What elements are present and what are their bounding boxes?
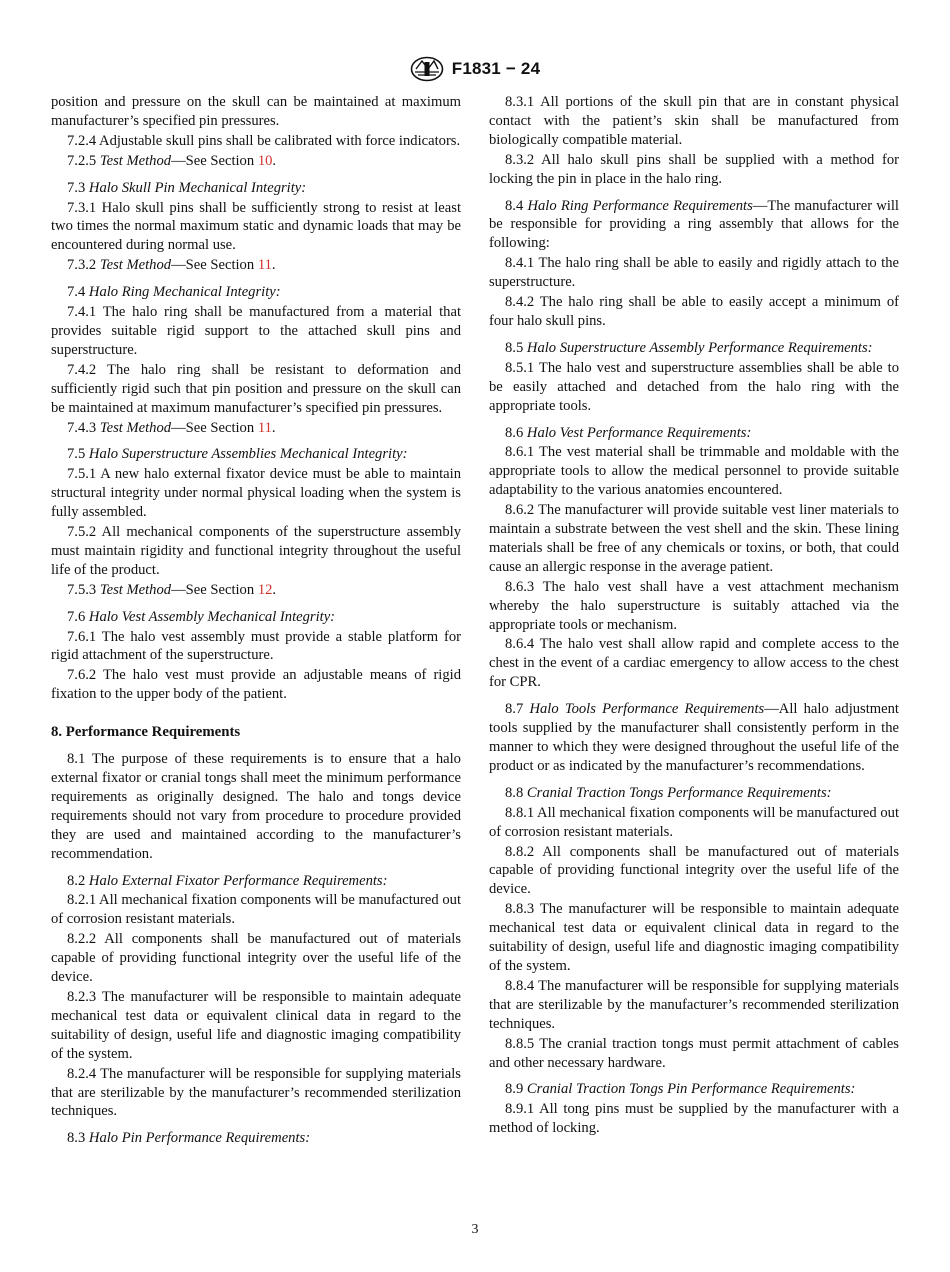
subsection-heading	[489, 784, 899, 803]
clause-text: All components shall be manufactured out of materials capable of providing functional integrity over the useful life of the device.	[489, 843, 899, 898]
clause-title: Cranial Traction Tongs Performance Requirements:	[526, 784, 832, 801]
clause-text: The halo ring shall be manufactured from a material that provides suitable rigid support to the attached skull pins and superstructure.	[51, 304, 461, 358]
clause-paragraph	[51, 628, 461, 666]
clause-number: 7.2.5	[67, 152, 97, 169]
clause-text: All portions of the skull pin that are in constant physical contact with the patient’s skin shall be manufactured from biologically compatible material.	[489, 94, 899, 148]
subsection-heading	[489, 339, 899, 358]
punctuation: .	[272, 152, 277, 169]
clause-text: The halo vest shall allow rapid and complete access to the chest in the event of a cardiac emergency to allow access to the chest for CPR.	[489, 636, 899, 691]
clause-text: All tong pins must be supplied by the manufacturer with a method of locking.	[489, 1101, 899, 1137]
clause-title: Halo Vest Performance Requirements:	[526, 424, 752, 441]
clause-number: 7.3	[67, 179, 86, 196]
page-header	[0, 56, 950, 82]
clause-number: 7.3.1	[67, 199, 97, 216]
clause-title: Halo Superstructure Assemblies Mechanical Integrity:	[88, 446, 408, 463]
clause-title: Halo Pin Performance Requirements:	[88, 1130, 311, 1147]
clause-text: All mechanical components of the superstructure assembly must maintain rigidity and functional integrity throughout the useful life of the product.	[51, 524, 461, 578]
clause-text: —All halo adjustment tools supplied by the manufacturer shall consistently perform in the manner to which they were designed throughout the useful life of the product or as indicated by the manufacturer’s recommendations.	[489, 701, 899, 774]
clause-text: The halo vest must provide an adjustable means of rigid fixation to the upper body of the patient.	[51, 667, 462, 703]
clause-number: 8.2.1	[67, 892, 97, 909]
clause-text: All mechanical fixation components will be manufactured out of corrosion resistant materials.	[489, 804, 899, 840]
clause-paragraph	[489, 635, 899, 692]
subsection-heading	[489, 197, 899, 254]
subsection-heading	[51, 179, 461, 198]
test-method-reference	[51, 256, 461, 275]
clause-number: 8.9	[505, 1081, 524, 1098]
clause-paragraph	[489, 151, 899, 189]
clause-paragraph	[51, 666, 461, 704]
clause-title: Halo Ring Mechanical Integrity:	[88, 284, 281, 301]
clause-number: 8.8	[505, 784, 524, 801]
clause-number: 8.4.2	[505, 294, 535, 311]
document-designation: F1831 − 24	[451, 59, 541, 78]
clause-text: —See Section	[171, 581, 258, 598]
clause-text: The manufacturer will be responsible to maintain adequate mechanical test data or equivalent clinical data in regard to the suitability of design, useful life and diagnostic imaging compatibility of the system.	[51, 988, 462, 1062]
clause-text: —See Section	[171, 152, 258, 169]
clause-text: The vest material shall be trimmable and moldable with the appropriate tools to allow the medical personnel to provide suitable adaptability to the various anatomies encountered.	[489, 444, 899, 499]
clause-text: The halo ring shall be resistant to deformation and sufficiently rigid such that pin position and pressure on the skull can be maintained at maximum manufacturer’s specified pin pressures.	[51, 361, 461, 416]
clause-paragraph	[489, 359, 899, 416]
clause-paragraph	[489, 293, 899, 331]
clause-text: Adjustable skull pins shall be calibrated with force indicators.	[99, 132, 461, 149]
clause-number: 7.2.4	[67, 132, 97, 149]
punctuation: .	[271, 257, 276, 274]
clause-paragraph	[489, 977, 899, 1034]
clause-title: Halo Superstructure Assembly Performance Requirements:	[526, 339, 873, 356]
subsection-heading	[51, 608, 461, 627]
clause-number: 8.6.1	[505, 444, 535, 461]
clause-number: 8.2.2	[67, 931, 97, 948]
clause-number: 7.3.2	[67, 257, 97, 274]
clause-number: 8.5	[505, 339, 524, 356]
clause-title: Halo Tools Performance Requirements	[529, 701, 765, 718]
section-link[interactable]: 11	[257, 419, 272, 436]
clause-paragraph	[489, 804, 899, 842]
clause-text: All mechanical fixation components will be manufactured out of corrosion resistant materials.	[51, 892, 461, 928]
clause-paragraph	[489, 254, 899, 292]
clause-text: The halo vest shall have a vest attachment mechanism whereby the halo superstructure is suitably attached via the appropriate tools or mechanism.	[489, 578, 899, 633]
clause-paragraph	[51, 303, 461, 360]
clause-paragraph	[489, 501, 899, 577]
page-number: 3	[471, 1222, 479, 1237]
clause-text: The purpose of these requirements is to ensure that a halo external fixator or cranial tongs shall meet the minimum performance requirements as originally designed. The halo and tongs device requirements should not vary from procedure to procedure provided they are used and maintained according to the manufacturer’s recommendation.	[51, 751, 461, 862]
clause-number: 7.5.1	[67, 466, 97, 483]
test-method-label: Test Method	[99, 152, 172, 169]
section-heading: 8. Performance Requirements	[51, 724, 241, 741]
right-column	[489, 93, 899, 1139]
clause-paragraph	[489, 1100, 899, 1138]
clause-number: 8.4	[505, 197, 524, 214]
clause-number: 8.3	[67, 1130, 86, 1147]
subsection-heading	[51, 872, 461, 891]
clause-title: Halo Skull Pin Mechanical Integrity:	[88, 179, 307, 196]
clause-paragraph	[51, 465, 461, 522]
clause-number: 7.4.1	[67, 304, 97, 321]
clause-number: 7.6.1	[67, 628, 97, 645]
clause-text: The halo vest assembly must provide a stable platform for rigid attachment of the superstructure.	[51, 628, 461, 664]
clause-number: 7.4.3	[67, 419, 97, 436]
clause-number: 8.2.4	[67, 1065, 97, 1082]
clause-number: 7.5.2	[67, 524, 97, 541]
clause-text: The halo ring shall be able to easily and rigidly attach to the superstructure.	[489, 255, 899, 291]
clause-number: 8.3.2	[505, 151, 535, 168]
clause-paragraph	[51, 361, 461, 418]
clause-number: 8.8.1	[505, 804, 535, 821]
subsection-heading	[489, 700, 899, 776]
left-column	[51, 93, 461, 1149]
clause-paragraph	[489, 900, 899, 976]
clause-paragraph	[51, 988, 461, 1064]
test-method-label: Test Method	[99, 419, 172, 436]
clause-paragraph	[51, 750, 461, 863]
test-method-label: Test Method	[99, 257, 172, 274]
clause-number: 8.8.4	[505, 977, 535, 994]
clause-number: 8.6.2	[505, 502, 535, 519]
clause-text: —See Section	[171, 419, 258, 436]
clause-paragraph	[51, 199, 461, 256]
clause-paragraph	[489, 93, 899, 150]
clause-number: 8.8.2	[505, 843, 535, 860]
clause-text: The manufacturer will be responsible for supplying materials that are sterilizable by the manufacturer’s recommended sterilization techniques.	[51, 1065, 461, 1120]
astm-logo-icon	[410, 56, 444, 82]
clause-number: 7.6	[67, 608, 86, 625]
clause-text: The halo ring shall be able to easily accept a minimum of four halo skull pins.	[489, 294, 899, 329]
clause-paragraph	[489, 578, 899, 635]
clause-paragraph	[51, 132, 461, 151]
section-link[interactable]: 12	[257, 581, 273, 598]
clause-number: 8.6.4	[505, 636, 535, 653]
clause-title: Halo External Fixator Performance Requirements:	[88, 872, 388, 889]
clause-paragraph	[51, 93, 461, 131]
clause-number: 8.8.5	[505, 1035, 535, 1052]
clause-paragraph	[51, 523, 461, 580]
clause-paragraph	[489, 843, 899, 900]
clause-text: The halo vest and superstructure assemblies shall be able to be easily attached and detached from the halo ring with the appropriate tools.	[489, 359, 899, 414]
section-link[interactable]: 11	[257, 257, 272, 274]
clause-paragraph	[489, 443, 899, 500]
clause-text: The manufacturer will be responsible for supplying materials that are sterilizable by the manufacturer’s recommended sterilization techniques.	[489, 977, 899, 1032]
clause-text: —The manufacturer will be responsible for providing a ring assembly that allows for the following:	[489, 197, 899, 252]
clause-number: 8.6.3	[505, 578, 535, 595]
punctuation: .	[272, 581, 277, 598]
test-method-label: Test Method	[99, 581, 172, 598]
clause-text: The manufacturer will be responsible to maintain adequate mechanical test data or equivalent clinical data in regard to the suitability of design, useful life and diagnostic imaging compatibility of the system.	[489, 901, 900, 974]
clause-number: 7.4	[67, 284, 86, 301]
clause-paragraph	[489, 1035, 899, 1073]
clause-title: Halo Vest Assembly Mechanical Integrity:	[88, 608, 336, 625]
clause-paragraph	[51, 930, 461, 987]
clause-text: The manufacturer will provide suitable vest liner materials to maintain a substrate between the vest shell and the skin. These lining materials shall be free of any chemicals or toxins, or both, that could cause an allergic response in the average patient.	[489, 502, 899, 575]
subsection-heading	[489, 1080, 899, 1099]
clause-text: All components shall be manufactured out of materials capable of providing functional integrity over the useful life of the device.	[51, 931, 461, 986]
clause-paragraph	[51, 891, 461, 929]
clause-title: Halo Ring Performance Requirements	[527, 197, 753, 214]
subsection-heading	[51, 1129, 461, 1148]
clause-number: 7.4.2	[67, 361, 97, 378]
clause-text: A new halo external fixator device must be able to maintain structural integrity under normal physical loading when the system is fully assembled.	[51, 466, 462, 521]
subsection-heading	[489, 424, 899, 443]
clause-paragraph	[51, 1065, 461, 1122]
clause-text: Halo skull pins shall be sufficiently strong to resist at least two times the normal maximum static and dynamic loads that may be encountered during normal use.	[51, 199, 461, 254]
subsection-heading	[51, 445, 461, 464]
clause-text: position and pressure on the skull can be maintained at maximum manufacturer’s specified pin pressures.	[51, 94, 461, 129]
clause-number: 7.6.2	[67, 667, 97, 684]
clause-number: 8.2.3	[67, 988, 97, 1005]
clause-text: All halo skull pins shall be supplied with a method for locking the pin in place in the halo ring.	[489, 151, 899, 187]
subsection-heading	[51, 283, 461, 302]
clause-number: 8.6	[505, 424, 524, 441]
test-method-reference	[51, 581, 461, 600]
clause-number: 7.5	[67, 446, 86, 463]
clause-number: 8.7	[505, 701, 524, 718]
punctuation: .	[271, 419, 276, 436]
clause-number: 8.5.1	[505, 359, 535, 376]
test-method-reference	[51, 152, 461, 171]
clause-number: 8.4.1	[505, 255, 535, 272]
section-link[interactable]: 10	[257, 152, 273, 169]
clause-number: 7.5.3	[67, 581, 97, 598]
clause-title: Cranial Traction Tongs Pin Performance Requirements:	[526, 1081, 856, 1098]
clause-number: 8.8.3	[505, 901, 535, 918]
clause-number: 8.3.1	[505, 94, 535, 110]
clause-number: 8.2	[67, 872, 86, 889]
clause-number: 8.9.1	[505, 1101, 535, 1118]
clause-text: —See Section	[171, 257, 258, 274]
clause-text: The cranial traction tongs must permit attachment of cables and other necessary hardware.	[489, 1035, 899, 1071]
test-method-reference	[51, 419, 461, 438]
clause-number: 8.1	[67, 751, 86, 768]
